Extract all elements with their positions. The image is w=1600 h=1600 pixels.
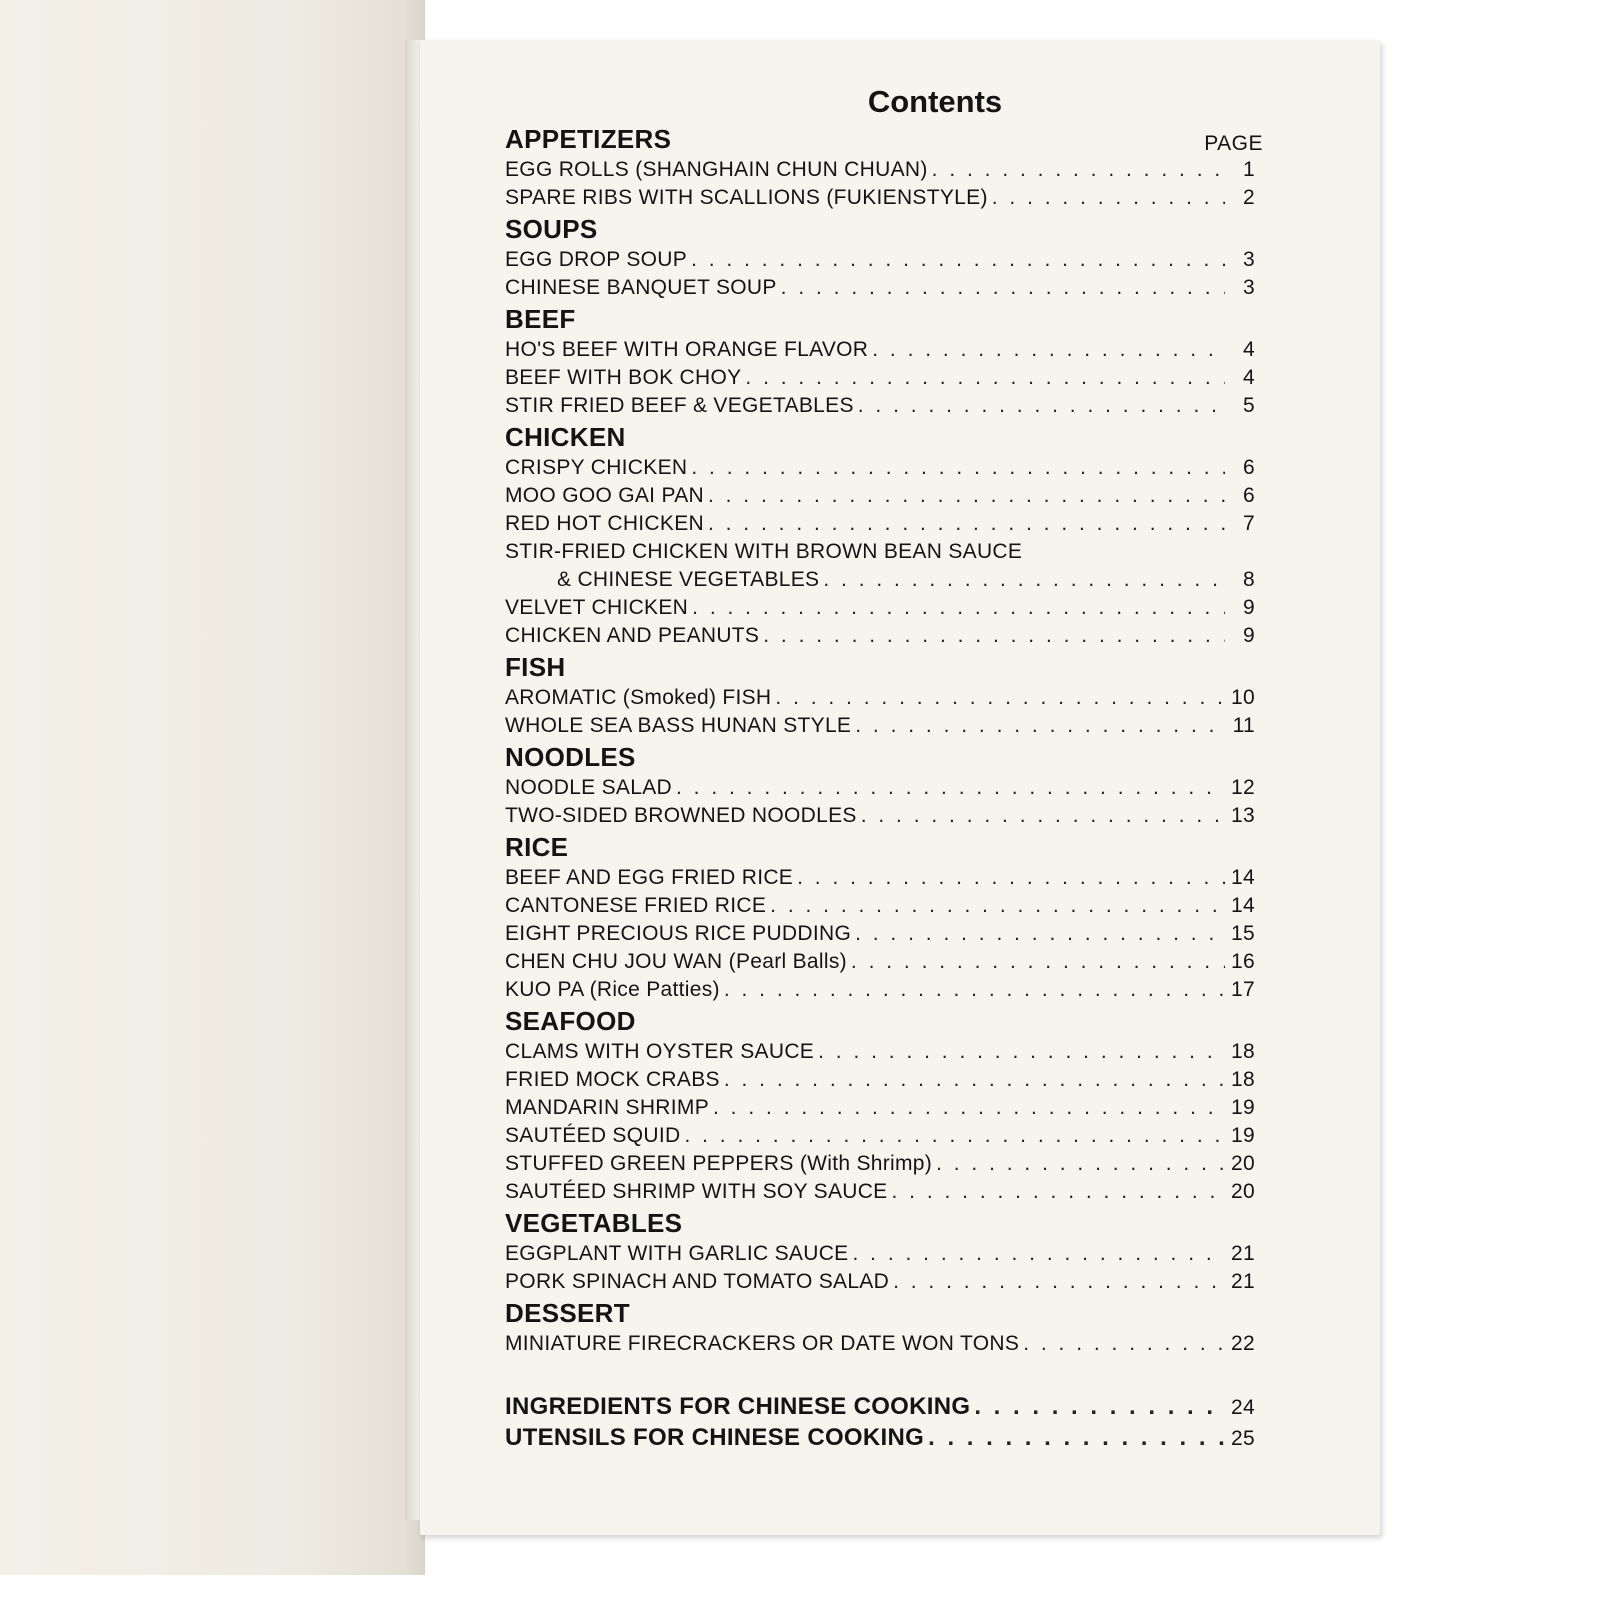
toc-entry [505,948,1255,976]
toc-entry-title: & CHINESE VEGETABLES [557,568,820,591]
toc-entry-title: CHINESE BANQUET SOUP [505,276,777,299]
toc-entry [505,802,1255,830]
toc-entry-title: STUFFED GREEN PEPPERS (With Shrimp) [505,1152,933,1175]
toc-entry-page: 14 [1231,894,1255,917]
toc-entry-title-line1: STIR-FRIED CHICKEN WITH BROWN BEAN SAUCE [505,540,1023,563]
toc-entry [505,184,1255,212]
toc-entry [505,594,1255,622]
toc-entry-page: 25 [1231,1427,1255,1450]
toc-entry-title: NOODLE SALAD [505,776,672,799]
toc-entry-title: UTENSILS FOR CHINESE COOKING [505,1424,925,1451]
dot-leader [852,1240,1225,1268]
section-heading: RICE [505,832,569,862]
dot-leader [818,1038,1225,1066]
toc-entry-page: 10 [1231,686,1255,709]
section-heading: SOUPS [505,214,598,244]
toc-entry-page: 17 [1231,978,1255,1001]
dot-leader [691,246,1225,274]
section-heading: APPETIZERS [505,124,672,154]
toc-entry-title: SPARE RIBS WITH SCALLIONS (FUKIENSTYLE) [505,186,988,209]
toc-entry [505,920,1255,948]
toc-entry [505,1066,1255,1094]
dot-leader [823,566,1225,594]
toc-entry-page: 15 [1231,922,1255,945]
toc-entry [505,1122,1255,1150]
toc-entry-page: 12 [1231,776,1255,799]
toc-entry [505,1330,1255,1358]
toc-entry [505,482,1255,510]
page-column-header: PAGE [1204,132,1263,155]
toc-entry-title: CHICKEN AND PEANUTS [505,624,760,647]
toc-entry [505,1038,1255,1066]
section-heading: BEEF [505,304,576,334]
toc-entry-title: MOO GOO GAI PAN [505,484,704,507]
dot-leader [797,864,1225,892]
toc-entry-page: 9 [1243,624,1255,647]
dot-leader [781,274,1225,302]
dot-leader [855,920,1225,948]
toc-entry-title: AROMATIC (Smoked) FISH [505,686,772,709]
section-heading: SEAFOOD [505,1006,636,1036]
toc-entry-page: 19 [1231,1124,1255,1147]
dot-leader [713,1094,1225,1122]
toc-entry-page: 19 [1231,1096,1255,1119]
toc-entry-page: 7 [1243,512,1255,535]
toc-entry-title: EGG DROP SOUP [505,248,688,271]
toc-entry-title: HO'S BEEF WITH ORANGE FLAVOR [505,338,869,361]
toc-entry-page: 2 [1243,186,1255,209]
toc-entry-title: TWO-SIDED BROWNED NOODLES [505,804,857,827]
toc-entry-page: 16 [1231,950,1255,973]
toc-entry-title: SAUTÉED SHRIMP WITH SOY SAUCE [505,1180,888,1203]
dot-leader [691,454,1225,482]
toc-entry [505,684,1255,712]
toc-entry [505,156,1255,184]
dot-leader [724,1066,1225,1094]
toc-entry [505,774,1255,802]
dot-leader [936,1150,1225,1178]
toc-entry-page: 4 [1243,366,1255,389]
toc-entry-title: KUO PA (Rice Patties) [505,978,720,1001]
toc-entry [505,336,1255,364]
toc-entry-page: 11 [1232,714,1255,737]
toc-entry-title: CLAMS WITH OYSTER SAUCE [505,1040,815,1063]
toc-entry-page: 21 [1231,1242,1255,1265]
toc-entry-page: 18 [1231,1068,1255,1091]
dot-leader [893,1268,1225,1296]
toc-entry-page: 6 [1243,456,1255,479]
toc-entry-title: STIR FRIED BEEF & VEGETABLES [505,394,854,417]
toc-entry-page: 21 [1231,1270,1255,1293]
toc-entry [505,1268,1255,1296]
dot-leader [892,1178,1226,1206]
section-heading: CHICKEN [505,422,626,452]
toc-entry-title: EGGPLANT WITH GARLIC SAUCE [505,1242,849,1265]
toc-entry-page: 5 [1243,394,1255,417]
dot-leader [855,712,1225,740]
section-heading: FISH [505,652,566,682]
toc-entry-title: EGG ROLLS (SHANGHAIN CHUN CHUAN) [505,158,928,181]
toc-entry-page: 20 [1231,1152,1255,1175]
toc-entry-page: 20 [1231,1180,1255,1203]
toc-entry [505,622,1255,650]
toc-entry [505,864,1255,892]
toc-entry-title: CRISPY CHICKEN [505,456,688,479]
toc-entry-title: BEEF WITH BOK CHOY [505,366,742,389]
page-title: Contents [867,84,1003,119]
toc-entry-page: 9 [1243,596,1255,619]
dot-leader [861,802,1225,830]
table-of-contents [505,82,1285,1482]
toc-entry-page: 4 [1243,338,1255,361]
toc-entry-title: CHEN CHU JOU WAN (Pearl Balls) [505,950,847,973]
spacer [505,1358,1285,1392]
toc-entry-page: 3 [1243,276,1255,299]
toc-entry-title: SAUTÉED SQUID [505,1124,681,1147]
toc-entry [505,1240,1255,1268]
toc-entry [505,1423,1255,1454]
toc-entry [505,364,1255,392]
toc-entry-page: 6 [1243,484,1255,507]
dot-leader [692,594,1225,622]
toc-entry-page: 24 [1231,1396,1255,1419]
toc-entry [505,274,1255,302]
dot-leader [932,156,1225,184]
toc-entry-title: BEEF AND EGG FRIED RICE [505,866,794,889]
toc-entry-page: 3 [1243,248,1255,271]
dot-leader [851,948,1225,976]
section-heading: VEGETABLES [505,1208,683,1238]
toc-entry-title: EIGHT PRECIOUS RICE PUDDING [505,922,852,945]
toc-entry [505,1392,1255,1423]
toc-entry-page: 22 [1231,1332,1255,1355]
toc-entry-title: RED HOT CHICKEN [505,512,704,535]
dot-leader [745,364,1225,392]
dot-leader [684,1122,1225,1150]
dot-leader [928,1423,1225,1453]
toc-entry-page: 8 [1243,568,1255,591]
dot-leader [708,510,1225,538]
toc-entry-title: MINIATURE FIRECRACKERS OR DATE WON TONS [505,1332,1020,1355]
toc-entry-page: 13 [1231,804,1255,827]
dot-leader [858,392,1225,420]
toc-entry-title: MANDARIN SHRIMP [505,1096,710,1119]
toc-entry-page: 18 [1231,1040,1255,1063]
toc-entry-title: WHOLE SEA BASS HUNAN STYLE [505,714,852,737]
toc-body [505,122,1285,1454]
toc-entry [505,454,1255,482]
toc-entry [505,510,1255,538]
toc-entry [505,1094,1255,1122]
left-page [0,0,425,1575]
toc-entry-title: CANTONESE FRIED RICE [505,894,767,917]
toc-entry [505,1150,1255,1178]
section-heading: NOODLES [505,742,636,772]
toc-entry-page: 1 [1243,158,1255,181]
dot-leader [724,976,1225,1004]
toc-entry [505,976,1255,1004]
toc-entry-title: FRIED MOCK CRABS [505,1068,720,1091]
toc-entry [505,566,1255,594]
section-heading: DESSERT [505,1298,630,1328]
toc-entry [505,392,1255,420]
toc-entry [505,246,1255,274]
dot-leader [974,1392,1225,1422]
toc-entry-page: 14 [1231,866,1255,889]
dot-leader [872,336,1225,364]
dot-leader [775,684,1225,712]
toc-entry [505,892,1255,920]
toc-entry-title: PORK SPINACH AND TOMATO SALAD [505,1270,890,1293]
dot-leader [763,622,1225,650]
toc-entry [505,712,1255,740]
dot-leader [708,482,1225,510]
dot-leader [1023,1330,1225,1358]
dot-leader [770,892,1225,920]
toc-entry [505,1178,1255,1206]
toc-entry-title: INGREDIENTS FOR CHINESE COOKING [505,1393,971,1420]
dot-leader [992,184,1225,212]
toc-entry-title: VELVET CHICKEN [505,596,689,619]
dot-leader [676,774,1225,802]
